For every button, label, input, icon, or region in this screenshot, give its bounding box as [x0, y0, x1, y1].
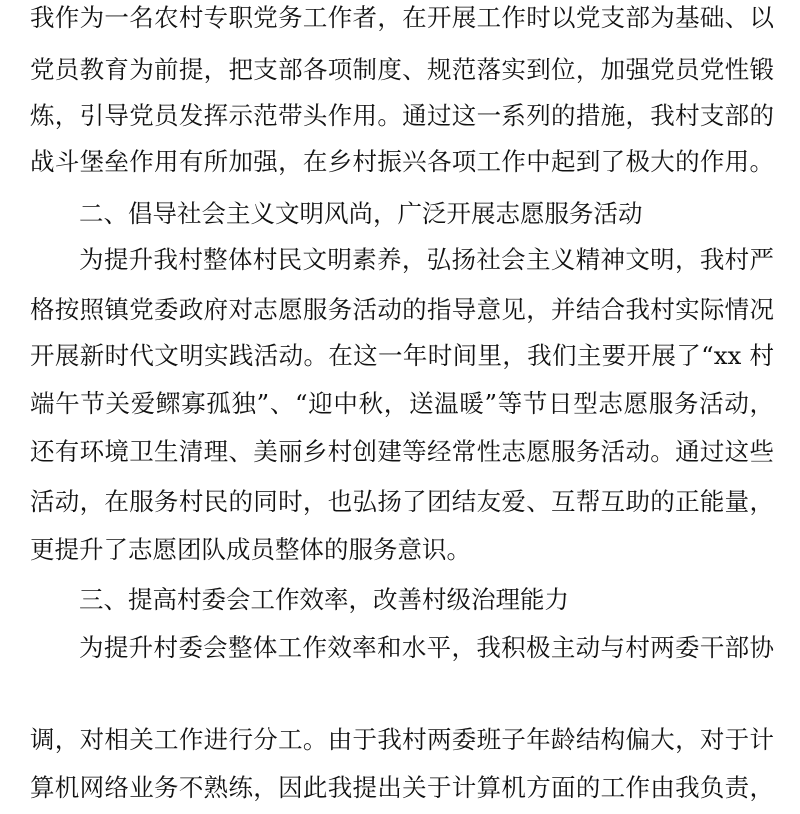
paragraph-line: 活动，在服务村民的同时，也弘扬了团结友爱、互帮互助的正能量，	[30, 487, 774, 516]
paragraph-line: 我作为一名农村专职党务工作者，在开展工作时以党支部为基础、以	[30, 3, 774, 32]
paragraph-line: 炼，引导党员发挥示范带头作用。通过这一系列的措施，我村支部的	[30, 101, 774, 130]
paragraph-line: 还有环境卫生清理、美丽乡村创建等经常性志愿服务活动。通过这些	[30, 437, 774, 466]
paragraph-line: 端午节关爱鳏寡孤独”、“迎中秋，送温暖”等节日型志愿服务活动，	[30, 389, 774, 418]
paragraph-line: 党员教育为前提，把支部各项制度、规范落实到位，加强党员党性锻	[30, 55, 774, 84]
paragraph-line: 更提升了志愿团队成员整体的服务意识。	[30, 535, 471, 564]
paragraph-line: 为提升我村整体村民文明素养，弘扬社会主义精神文明，我村严	[79, 245, 774, 274]
paragraph-line: 算机网络业务不熟练，因此我提出关于计算机方面的工作由我负责，	[30, 773, 774, 802]
section-heading: 三、提高村委会工作效率，改善村级治理能力	[79, 585, 569, 614]
paragraph-line: 战斗堡垒作用有所加强，在乡村振兴各项工作中起到了极大的作用。	[30, 147, 774, 176]
paragraph-line: 为提升村委会整体工作效率和水平，我积极主动与村两委干部协	[79, 633, 774, 662]
paragraph-line: 调，对相关工作进行分工。由于我村两委班子年龄结构偏大，对于计	[30, 725, 774, 754]
paragraph-line: 开展新时代文明实践活动。在这一年时间里，我们主要开展了“xx 村	[30, 341, 774, 370]
paragraph-line: 格按照镇党委政府对志愿服务活动的指导意见，并结合我村实际情况	[30, 295, 774, 324]
section-heading: 二、倡导社会主义文明风尚，广泛开展志愿服务活动	[79, 199, 643, 228]
